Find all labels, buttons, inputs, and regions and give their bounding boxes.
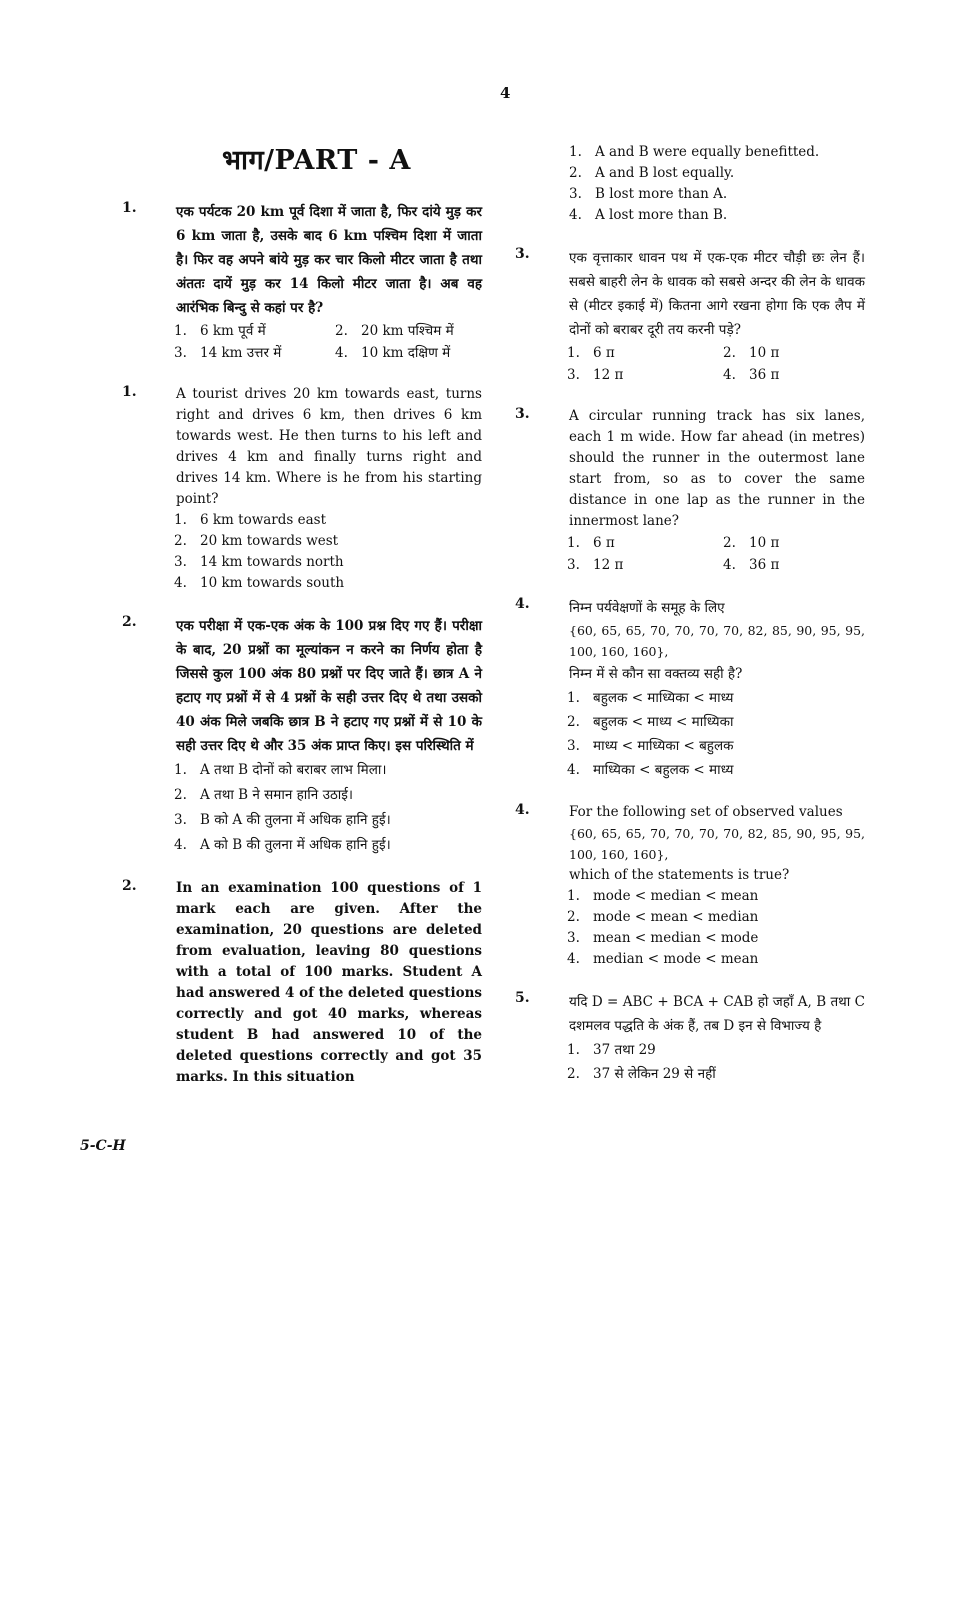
options bbox=[567, 342, 865, 386]
question-number: 2. bbox=[122, 878, 137, 894]
option: 2. 20 km towards west bbox=[174, 533, 339, 549]
question-3-hindi bbox=[515, 246, 865, 386]
question-text: एक वृत्ताकार धावन पथ में एक-एक मीटर चौड़ी छः लेन हैं। सबसे बाहरी लेन के धावक को सबसे अन्दर की लेन के धावक से (मीटर इकाई में) कितना आगे रखना होगा कि एक लैप में दोनों को बराबर दूरी तय करनी पड़े? bbox=[569, 250, 865, 338]
question-data-set: {60, 65, 65, 70, 70, 70, 70, 82, 85, 90, 95, 95, 100, 160, 160}, bbox=[569, 623, 865, 659]
option: 2. A and B lost equally. bbox=[569, 165, 735, 181]
option: 2. 20 km पश्चिम में bbox=[335, 323, 454, 339]
question-text: In an examination 100 questions of 1 mark each are given. After the examination, 20 questions are deleted from evaluation, leaving 80 questions with a total of 100 marks. Student A had answered 4 of the deleted questions correctly and got 40 marks, whereas student B had answered 10 of the deleted questions correctly and got 35 marks. In this situation bbox=[176, 880, 482, 1085]
option: 4. A lost more than B. bbox=[569, 207, 728, 223]
options bbox=[567, 532, 865, 576]
question-1-hindi bbox=[122, 200, 482, 364]
option: 3. 12 π bbox=[567, 367, 624, 383]
option: 1. 6 km towards east bbox=[174, 512, 327, 528]
options bbox=[567, 686, 865, 782]
option: 2. A तथा B ने समान हानि उठाई। bbox=[174, 787, 354, 803]
question-text-intro: निम्न पर्यवेक्षणों के समूह के लिए bbox=[569, 600, 725, 616]
option: 1. A तथा B दोनों को बराबर लाभ मिला। bbox=[174, 762, 387, 778]
question-2-hindi bbox=[122, 614, 482, 858]
question-1-english bbox=[122, 384, 482, 594]
footer-code: 5-C-H bbox=[80, 1138, 126, 1154]
options bbox=[567, 1038, 865, 1086]
question-number: 3. bbox=[515, 246, 530, 262]
right-column bbox=[515, 142, 865, 1086]
options bbox=[174, 510, 482, 594]
option: 4. median < mode < mean bbox=[567, 951, 759, 967]
option: 1. 6 π bbox=[567, 535, 615, 551]
question-text-intro: For the following set of observed values bbox=[569, 804, 843, 820]
question-3-english bbox=[515, 406, 865, 576]
question-number: 4. bbox=[515, 802, 530, 818]
question-4-english bbox=[515, 802, 865, 970]
question-5-hindi bbox=[515, 990, 865, 1086]
option: 4. माध्यिका < बहुलक < माध्य bbox=[567, 762, 734, 778]
question-text: यदि D = ABC + BCA + CAB हो जहाँ A, B तथा C दशमलव पद्धति के अंक हैं, तब D इन से विभाज्य है bbox=[569, 994, 865, 1034]
question-text: A tourist drives 20 km towards east, turns right and drives 6 km, then drives 6 km towards west. He then turns to his left and drives 4 km and finally turns right and drives 14 km. Where is he from his starting point? bbox=[176, 386, 482, 507]
option: 3. B को A की तुलना में अधिक हानि हुई। bbox=[174, 812, 391, 828]
option: 4. A को B की तुलना में अधिक हानि हुई। bbox=[174, 837, 391, 853]
option: 3. 14 km उत्तर में bbox=[174, 345, 282, 361]
question-4-hindi bbox=[515, 596, 865, 782]
option: 1. A and B were equally benefitted. bbox=[569, 144, 820, 160]
question-2-english-options bbox=[569, 142, 865, 226]
question-text-ask: which of the statements is true? bbox=[569, 867, 790, 883]
option: 3. 14 km towards north bbox=[174, 554, 344, 570]
question-number: 3. bbox=[515, 406, 530, 422]
options bbox=[174, 320, 482, 364]
question-data-set: {60, 65, 65, 70, 70, 70, 70, 82, 85, 90, 95, 95, 100, 160, 160}, bbox=[569, 826, 865, 862]
option: 4. 36 π bbox=[723, 367, 780, 383]
part-title: भाग/PART - A bbox=[222, 145, 411, 176]
question-number: 1. bbox=[122, 384, 137, 400]
option: 3. 12 π bbox=[567, 557, 624, 573]
question-number: 2. bbox=[122, 614, 137, 630]
option: 1. mode < median < mean bbox=[567, 888, 759, 904]
left-column bbox=[122, 200, 482, 1088]
question-number: 5. bbox=[515, 990, 530, 1006]
option: 3. mean < median < mode bbox=[567, 930, 759, 946]
option: 2. 10 π bbox=[723, 345, 780, 361]
options bbox=[174, 758, 482, 858]
option: 3. माध्य < माध्यिका < बहुलक bbox=[567, 738, 734, 754]
option: 4. 10 km towards south bbox=[174, 575, 345, 591]
option: 1. बहुलक < माध्यिका < माध्य bbox=[567, 690, 734, 706]
question-text: एक पर्यटक 20 km पूर्व दिशा में जाता है, फिर दांये मुड़ कर 6 km जाता है, उसके बाद 6 km पश्चिम दिशा में जाता है। फिर वह अपने बांये मुड़ कर चार किलो मीटर जाता है तथा अंततः दायें मुड़ कर 14 किलो मीटर जाता है। अब वह आरंभिक बिन्दु से कहां पर है? bbox=[176, 204, 482, 316]
option: 1. 37 तथा 29 bbox=[567, 1042, 656, 1058]
option: 2. बहुलक < माध्य < माध्यिका bbox=[567, 714, 734, 730]
options bbox=[567, 886, 865, 970]
option: 3. B lost more than A. bbox=[569, 186, 728, 202]
question-number: 1. bbox=[122, 200, 137, 216]
page-number: 4 bbox=[500, 84, 511, 102]
option: 2. 10 π bbox=[723, 535, 780, 551]
question-number: 4. bbox=[515, 596, 530, 612]
option: 1. 6 π bbox=[567, 345, 615, 361]
option: 4. 36 π bbox=[723, 557, 780, 573]
option: 1. 6 km पूर्व में bbox=[174, 323, 266, 339]
option: 2. 37 से लेकिन 29 से नहीं bbox=[567, 1066, 716, 1082]
question-2-english bbox=[122, 878, 482, 1088]
option: 4. 10 km दक्षिण में bbox=[335, 345, 451, 361]
option: 2. mode < mean < median bbox=[567, 909, 759, 925]
question-text: A circular running track has six lanes, each 1 m wide. How far ahead (in metres) should the runner in the outermost lane start from, so as to cover the same distance in one lap as the runner in the innermost lane? bbox=[569, 408, 865, 529]
question-text-ask: निम्न में से कौन सा वक्तव्य सही है? bbox=[569, 666, 743, 682]
question-text: एक परीक्षा में एक-एक अंक के 100 प्रश्न दिए गए हैं। परीक्षा के बाद, 20 प्रश्नों का मूल्यांकन न करने का निर्णय होता है जिससे कुल 100 अंक 80 प्रश्नों पर दिए जाते हैं। छात्र A ने हटाए गए प्रश्नों में से 4 प्रश्नों के सही उत्तर दिए थे तथा उसको 40 अंक मिले जबकि छात्र B ने हटाए गए प्रश्नों में से 10 के सही उत्तर दिए थे और 35 अंक प्राप्त किए। इस परिस्थिति में bbox=[176, 618, 482, 754]
